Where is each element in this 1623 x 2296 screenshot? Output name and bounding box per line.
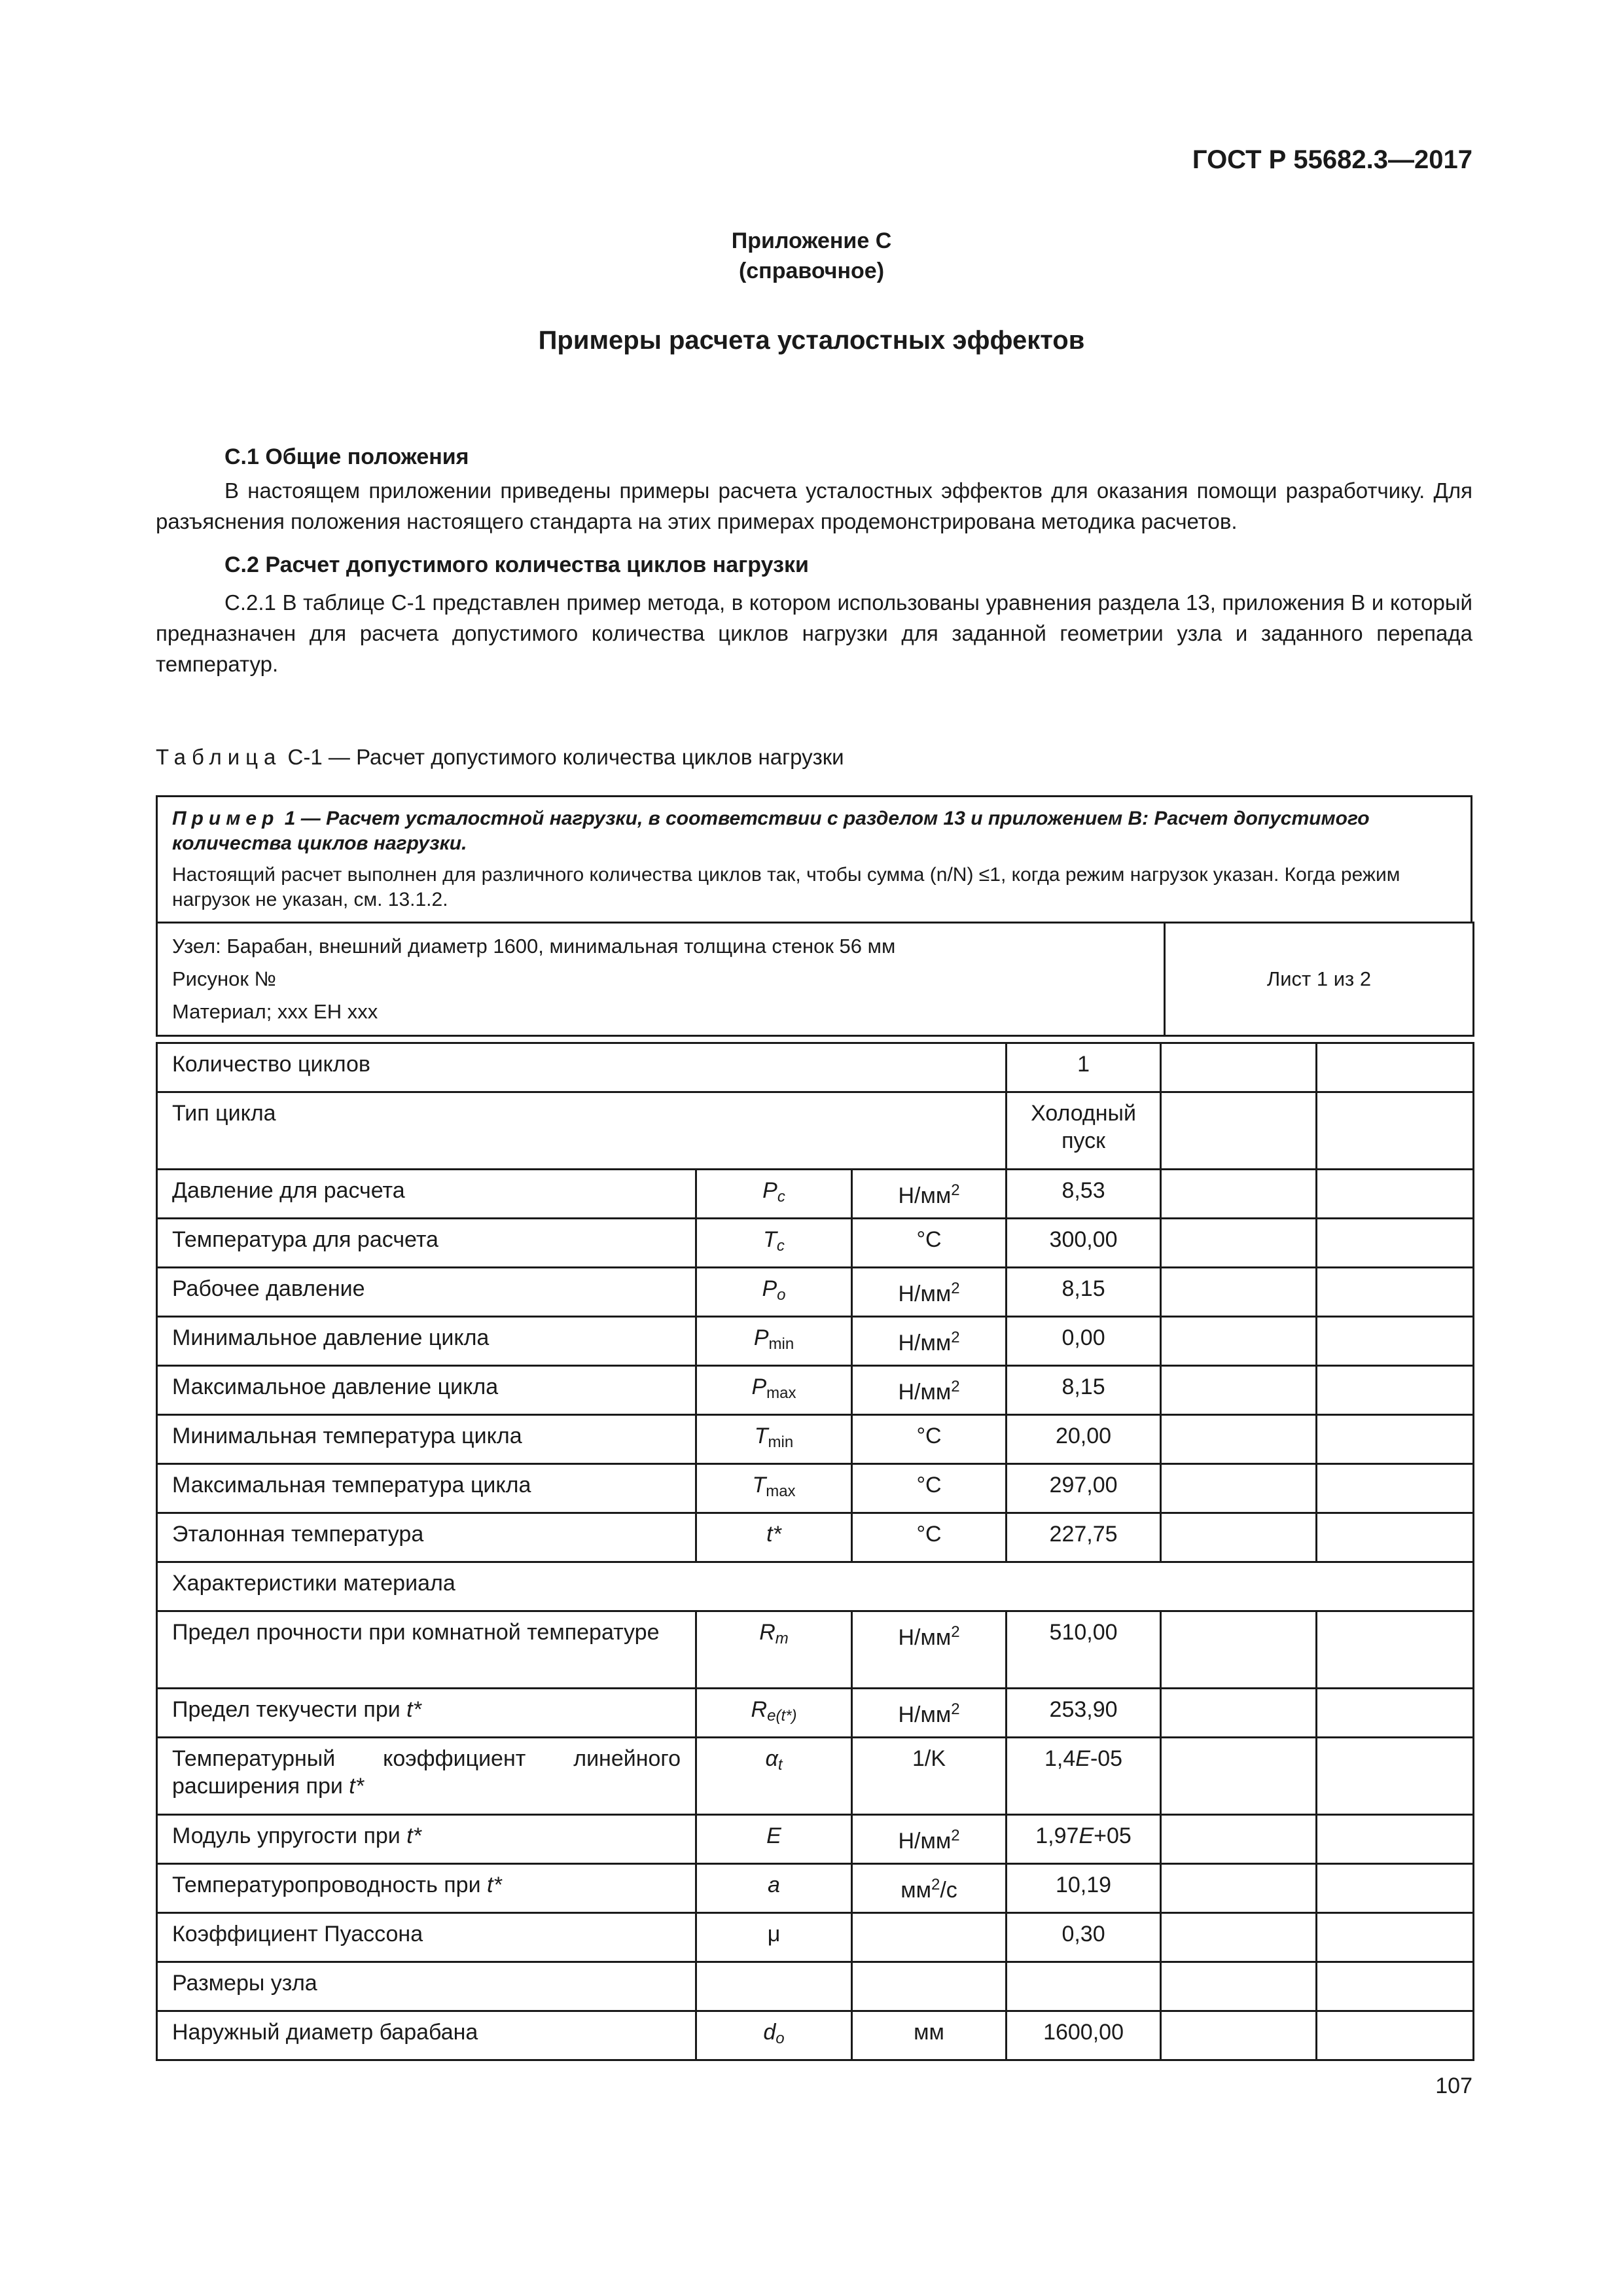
table-row	[157, 1738, 1474, 1815]
empty-cell	[1161, 1689, 1317, 1738]
row-label: Минимальная температура цикла	[157, 1415, 696, 1464]
row-label: Максимальная температура цикла	[157, 1464, 696, 1513]
appendix-subtitle: (справочное)	[738, 259, 885, 283]
row-label: Максимальное давление цикла	[157, 1366, 696, 1415]
row-label: Количество циклов	[157, 1043, 1007, 1092]
empty-cell	[1161, 1513, 1317, 1562]
row-value: 300,00	[1007, 1219, 1161, 1268]
table-row	[157, 2011, 1474, 2060]
row-symbol: $P_c$	[696, 1170, 852, 1219]
empty-cell	[852, 1962, 1007, 2011]
row-symbol: $R_{e(t*)}$	[696, 1689, 852, 1738]
row-symbol: $T_{min}$	[696, 1415, 852, 1464]
empty-cell	[1317, 1043, 1474, 1092]
empty-cell	[1161, 1864, 1317, 1913]
row-value: 297,00	[1007, 1464, 1161, 1513]
empty-cell	[1317, 1092, 1474, 1170]
row-symbol: t*	[696, 1513, 852, 1562]
row-symbol: μ	[696, 1913, 852, 1962]
row-label: Предел прочности при комнатной температуре	[157, 1611, 696, 1689]
row-unit: °С	[852, 1415, 1007, 1464]
row-value: 1600,00	[1007, 2011, 1161, 2060]
empty-cell	[1161, 1317, 1317, 1366]
empty-cell	[1317, 1611, 1474, 1689]
row-value: 0,00	[1007, 1317, 1161, 1366]
row-symbol: $\alpha_t$	[696, 1738, 852, 1815]
row-label: Давление для расчета	[157, 1170, 696, 1219]
row-value: 1,4E-05	[1007, 1738, 1161, 1815]
table-row	[157, 1611, 1474, 1689]
row-unit	[852, 1913, 1007, 1962]
appendix-heading	[0, 226, 1623, 286]
row-value: 20,00	[1007, 1415, 1161, 1464]
row-unit: $Н/мм^2$	[852, 1170, 1007, 1219]
table-row	[157, 1366, 1474, 1415]
empty-cell	[1007, 1962, 1161, 2011]
row-value: 8,15	[1007, 1366, 1161, 1415]
section-row-material: Характеристики материала	[157, 1562, 1474, 1611]
empty-cell	[1317, 1415, 1474, 1464]
row-unit: $Н/мм^2$	[852, 1268, 1007, 1317]
table-row	[157, 1689, 1474, 1738]
empty-cell	[1317, 2011, 1474, 2060]
appendix-title: Приложение С	[731, 228, 892, 253]
row-unit: °С	[852, 1219, 1007, 1268]
table-row	[157, 1513, 1474, 1562]
material-line: Материал; ххх ЕН ххх	[172, 1000, 378, 1023]
row-value: 10,19	[1007, 1864, 1161, 1913]
row-label: Минимальное давление цикла	[157, 1317, 696, 1366]
row-symbol: E	[696, 1815, 852, 1864]
empty-cell	[1161, 1815, 1317, 1864]
row-unit: мм	[852, 2011, 1007, 2060]
sheet-number: Лист 1 из 2	[1165, 923, 1474, 1036]
table-row	[157, 1415, 1474, 1464]
row-unit: 1/K	[852, 1738, 1007, 1815]
row-label: Наружный диаметр барабана	[157, 2011, 696, 2060]
row-label: Предел текучести при t*	[157, 1689, 696, 1738]
row-symbol: a	[696, 1864, 852, 1913]
empty-cell	[1161, 1268, 1317, 1317]
table-caption-prefix: Таблица	[156, 745, 282, 769]
empty-cell	[1317, 1317, 1474, 1366]
row-symbol: $P_{min}$	[696, 1317, 852, 1366]
unit-description: Узел: Барабан, внешний диаметр 1600, минимальная толщина стенок 56 мм	[172, 935, 896, 958]
row-symbol: $d_o$	[696, 2011, 852, 2060]
example-title-cell	[157, 797, 1472, 923]
row-symbol: $T_c$	[696, 1219, 852, 1268]
row-label: Температурный коэффициент линейного расширения при t*	[157, 1738, 696, 1815]
empty-cell	[1161, 1366, 1317, 1415]
row-value: 227,75	[1007, 1513, 1161, 1562]
table-row	[157, 1815, 1474, 1864]
empty-cell	[1161, 1738, 1317, 1815]
row-value: 510,00	[1007, 1611, 1161, 1689]
empty-cell	[1317, 1513, 1474, 1562]
standard-number: ГОСТ Р 55682.3—2017	[1192, 145, 1472, 174]
table-row	[157, 1913, 1474, 1962]
table-row	[157, 1317, 1474, 1366]
parameters-table	[156, 1042, 1474, 2061]
empty-cell	[1317, 1689, 1474, 1738]
row-label: Температуропроводность при t*	[157, 1864, 696, 1913]
table-row	[157, 1464, 1474, 1513]
row-label: Коэффициент Пуассона	[157, 1913, 696, 1962]
row-value: 1	[1007, 1043, 1161, 1092]
empty-cell	[1317, 1738, 1474, 1815]
row-unit: °С	[852, 1513, 1007, 1562]
empty-cell	[1161, 1043, 1317, 1092]
table-row	[157, 1962, 1474, 2011]
body-text	[156, 442, 1472, 679]
row-value: 1,97E+05	[1007, 1815, 1161, 1864]
empty-cell	[1317, 1815, 1474, 1864]
empty-cell	[1161, 1464, 1317, 1513]
row-value: 8,15	[1007, 1268, 1161, 1317]
row-label: Температура для расчета	[157, 1219, 696, 1268]
row-unit: $мм^2/с$	[852, 1864, 1007, 1913]
page-number: 107	[1435, 2073, 1472, 2098]
section-row-dimensions: Размеры узла	[157, 1962, 696, 2011]
empty-cell	[1161, 1913, 1317, 1962]
empty-cell	[1161, 1170, 1317, 1219]
example-note: Настоящий расчет выполнен для различного количества циклов так, чтобы сумма (n/N) ≤1, когда режим нагрузок указан. Когда режим нагрузок не указан, см. 13.1.2.	[172, 864, 1400, 910]
table-row	[157, 1219, 1474, 1268]
table-row	[157, 1864, 1474, 1913]
table-row	[157, 1043, 1474, 1092]
empty-cell	[1317, 1366, 1474, 1415]
empty-cell	[1161, 2011, 1317, 2060]
calculation-table	[156, 795, 1472, 2061]
empty-cell	[1161, 1415, 1317, 1464]
empty-cell	[1161, 1962, 1317, 2011]
row-unit: °С	[852, 1464, 1007, 1513]
empty-cell	[1317, 1464, 1474, 1513]
row-unit: $Н/мм^2$	[852, 1611, 1007, 1689]
empty-cell	[1161, 1611, 1317, 1689]
empty-cell	[1317, 1170, 1474, 1219]
figure-number: Рисунок №	[172, 967, 276, 990]
empty-cell	[1161, 1219, 1317, 1268]
unit-info-block	[156, 922, 1474, 1037]
row-unit: $Н/мм^2$	[852, 1366, 1007, 1415]
row-label: Модуль упругости при t*	[157, 1815, 696, 1864]
table-row	[157, 1170, 1474, 1219]
row-value: Холодный пуск	[1007, 1092, 1161, 1170]
example-block	[156, 795, 1472, 924]
section-heading-c2: С.2 Расчет допустимого количества циклов нагрузки	[224, 552, 809, 577]
example-title: 1 — Расчет усталостной нагрузки, в соответствии с разделом 13 и приложением В: Расчет допустимого количества циклов нагрузки.	[172, 808, 1370, 854]
row-label: Эталонная температура	[157, 1513, 696, 1562]
table-row	[157, 1562, 1474, 1611]
table-row	[157, 1268, 1474, 1317]
empty-cell	[1317, 1219, 1474, 1268]
unit-info-cell	[157, 923, 1165, 1036]
empty-cell	[1317, 1913, 1474, 1962]
row-value: 8,53	[1007, 1170, 1161, 1219]
example-label: Пример	[172, 808, 279, 829]
empty-cell	[1317, 1962, 1474, 2011]
row-symbol: $P_o$	[696, 1268, 852, 1317]
table-caption-text: С-1 — Расчет допустимого количества циклов нагрузки	[281, 745, 844, 769]
row-unit: $Н/мм^2$	[852, 1317, 1007, 1366]
empty-cell	[696, 1962, 852, 2011]
section-text-c1: В настоящем приложении приведены примеры расчета усталостных эффектов для оказания помощи разработчику. Для разъяснения положения настоящего стандарта на этих примерах продемонстрирована методика расчетов.	[156, 478, 1472, 533]
row-label: Рабочее давление	[157, 1268, 696, 1317]
row-label: Тип цикла	[157, 1092, 1007, 1170]
row-value: 253,90	[1007, 1689, 1161, 1738]
row-value: 0,30	[1007, 1913, 1161, 1962]
row-symbol: $R_m$	[696, 1611, 852, 1689]
row-unit: $Н/мм^2$	[852, 1815, 1007, 1864]
section-heading-c1: С.1 Общие положения	[224, 444, 469, 469]
empty-cell	[1317, 1268, 1474, 1317]
row-symbol: $P_{max}$	[696, 1366, 852, 1415]
row-unit: $Н/мм^2$	[852, 1689, 1007, 1738]
table-row	[157, 1092, 1474, 1170]
section-text-c2: С.2.1 В таблице С-1 представлен пример метода, в котором использованы уравнения раздела 13, приложения В и который предназначен для расчета допустимого количества циклов нагрузки для заданной геометрии узла и заданного перепада температур.	[156, 590, 1472, 676]
main-title: Примеры расчета усталостных эффектов	[538, 326, 1085, 355]
empty-cell	[1317, 1864, 1474, 1913]
row-symbol: $T_{max}$	[696, 1464, 852, 1513]
table-caption	[156, 745, 844, 770]
empty-cell	[1161, 1092, 1317, 1170]
